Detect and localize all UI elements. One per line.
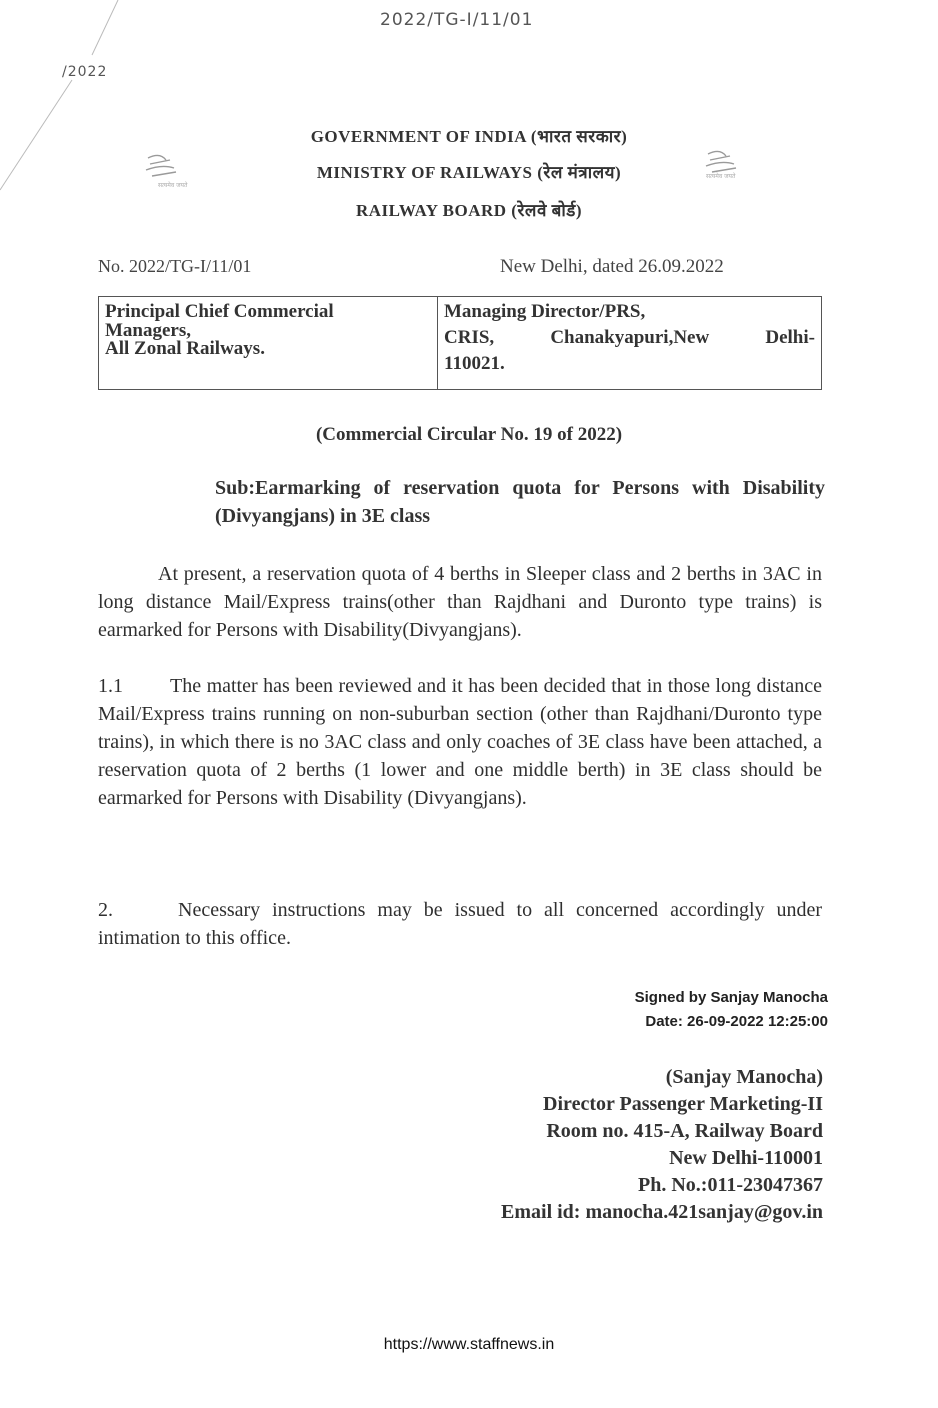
- digital-signature: [635, 986, 828, 1034]
- circular-title: (Commercial Circular No. 19 of 2022): [315, 424, 623, 445]
- signature-date: Date: 26-09-2022 12:25:00: [645, 1013, 828, 1030]
- signatory-block: [501, 1064, 823, 1226]
- signatory-city: New Delhi-110001: [669, 1147, 823, 1169]
- addressee-right-line-3: 110021.: [444, 353, 505, 374]
- footer-url[interactable]: https://www.staffnews.in: [383, 1336, 555, 1353]
- addressee-right-word-3: Delhi-: [765, 327, 815, 348]
- reference-place-date: New Delhi, dated 26.09.2022: [500, 256, 724, 277]
- intro-paragraph: At present, a reservation quota of 4 berths in Sleeper class and 2 berths in 3AC in long distance Mail/Express trains(other than Rajdhani and Duronto type trains) is earmarked for Persons with Disability(Divyangjans).: [98, 563, 822, 641]
- addressee-right-word-2: Chanakyapuri,New: [550, 327, 710, 348]
- addressee-right-word-1: CRIS,: [444, 327, 495, 348]
- addressee-left-line-3: All Zonal Railways.: [105, 338, 265, 359]
- signatory-designation: Director Passenger Marketing-II: [543, 1093, 823, 1115]
- file-number-handwritten: 2022/TG-I/11/01: [380, 10, 534, 30]
- header-government: GOVERNMENT OF INDIA (भारत सरकार): [310, 127, 628, 146]
- header-ministry: MINISTRY OF RAILWAYS (रेल मंत्रालय): [316, 163, 622, 182]
- signatory-room: Room no. 415-A, Railway Board: [546, 1120, 823, 1142]
- signatory-name: (Sanjay Manocha): [665, 1066, 823, 1088]
- margin-note: /2022: [62, 64, 108, 80]
- reference-number: No. 2022/TG-I/11/01: [98, 256, 252, 276]
- paragraph-1-1-text: The matter has been reviewed and it has been decided that in those long distance Mail/Express trains running on non-suburban section (other than Rajdhani/Duronto type trains), in which there is no 3AC class and only coaches of 3E class have been attached, a reservation quota of 2 berths (1 lower and one middle berth) in 3E class should be earmarked for Persons with Disability (Divyangjans).: [98, 675, 822, 809]
- signatory-phone: Ph. No.:011-23047367: [638, 1174, 823, 1196]
- subject-line: Sub:Earmarking of reservation quota for Persons with Disability (Divyangjans) in 3E class: [215, 477, 825, 527]
- signed-by: Signed by Sanjay Manocha: [634, 989, 828, 1006]
- addressee-table: [98, 296, 822, 390]
- addressee-left-line-1: Principal Chief Commercial: [105, 301, 334, 322]
- paragraph-1-1: [98, 672, 822, 812]
- paragraph-2-number: 2.: [98, 899, 113, 921]
- paragraph-2: [98, 896, 822, 952]
- header-board: RAILWAY BOARD (रेलवे बोर्ड): [355, 201, 583, 220]
- emblem-right-caption: सत्यमेव जयते: [706, 173, 736, 180]
- paragraph-2-text: Necessary instructions may be issued to all concerned accordingly under intimation to this office.: [98, 899, 822, 949]
- addressee-left: [99, 297, 438, 390]
- addressee-right: [438, 297, 822, 390]
- signatory-email[interactable]: Email id: manocha.421sanjay@gov.in: [501, 1201, 823, 1223]
- addressee-right-line-1: Managing Director/PRS,: [444, 301, 646, 322]
- paragraph-1-1-number: 1.1: [98, 675, 123, 697]
- addressee-left-line-2: Managers,: [105, 320, 192, 341]
- emblem-left-caption: सत्यमेव जयते: [158, 182, 188, 189]
